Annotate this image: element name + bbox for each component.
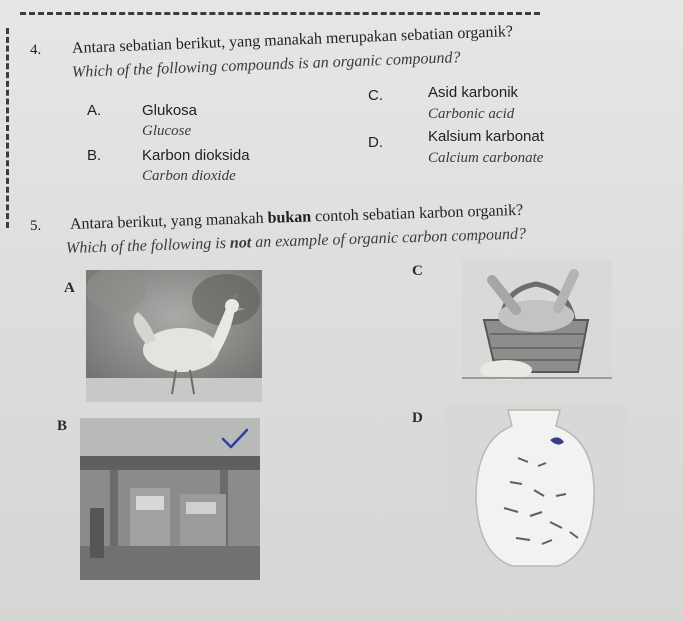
bread-basket-image[interactable]	[462, 260, 612, 386]
option-d-translation: Calcium carbonate	[428, 150, 544, 166]
picture-c-letter[interactable]: C	[412, 263, 423, 279]
picture-d-letter[interactable]: D	[412, 410, 423, 426]
question-5-text: Antara berikut, yang manakah bukan contoh sebatian karbon organik?	[69, 201, 524, 233]
question-5-translation-bold-word: not	[229, 234, 252, 252]
dashed-border-top	[20, 12, 540, 15]
question-4-translation: Which of the following compounds is an organic compound?	[71, 49, 461, 81]
option-d-letter[interactable]: D.	[368, 134, 383, 151]
ceramic-vase-image[interactable]	[446, 404, 626, 576]
question-5-translation: Which of the following is not an example of organic carbon compound?	[65, 225, 527, 257]
dashed-border-left	[6, 28, 9, 228]
tick-mark-icon	[221, 428, 249, 450]
option-c-text[interactable]: Asid karbonik	[428, 84, 519, 101]
question-4-text: Antara sebatian berikut, yang manakah merupakan sebatian organik?	[71, 23, 514, 57]
option-b-text[interactable]: Karbon dioksida	[142, 147, 250, 164]
option-b-translation: Carbon dioxide	[142, 168, 236, 184]
option-a-letter[interactable]: A.	[87, 102, 102, 119]
picture-a-letter[interactable]: A	[64, 280, 75, 296]
option-a-translation: Glucose	[142, 123, 192, 139]
option-d-text[interactable]: Kalsium karbonat	[428, 128, 544, 145]
option-b-letter[interactable]: B.	[87, 147, 102, 164]
picture-b-letter[interactable]: B	[57, 418, 68, 434]
question-4-number: 4.	[30, 42, 42, 58]
question-5-number: 5.	[30, 218, 42, 234]
option-a-text[interactable]: Glukosa	[142, 102, 198, 119]
question-5-bold-word: bukan	[267, 208, 312, 227]
option-c-translation: Carbonic acid	[428, 106, 515, 122]
chicken-image[interactable]	[86, 270, 262, 402]
option-c-letter[interactable]: C.	[368, 87, 383, 104]
